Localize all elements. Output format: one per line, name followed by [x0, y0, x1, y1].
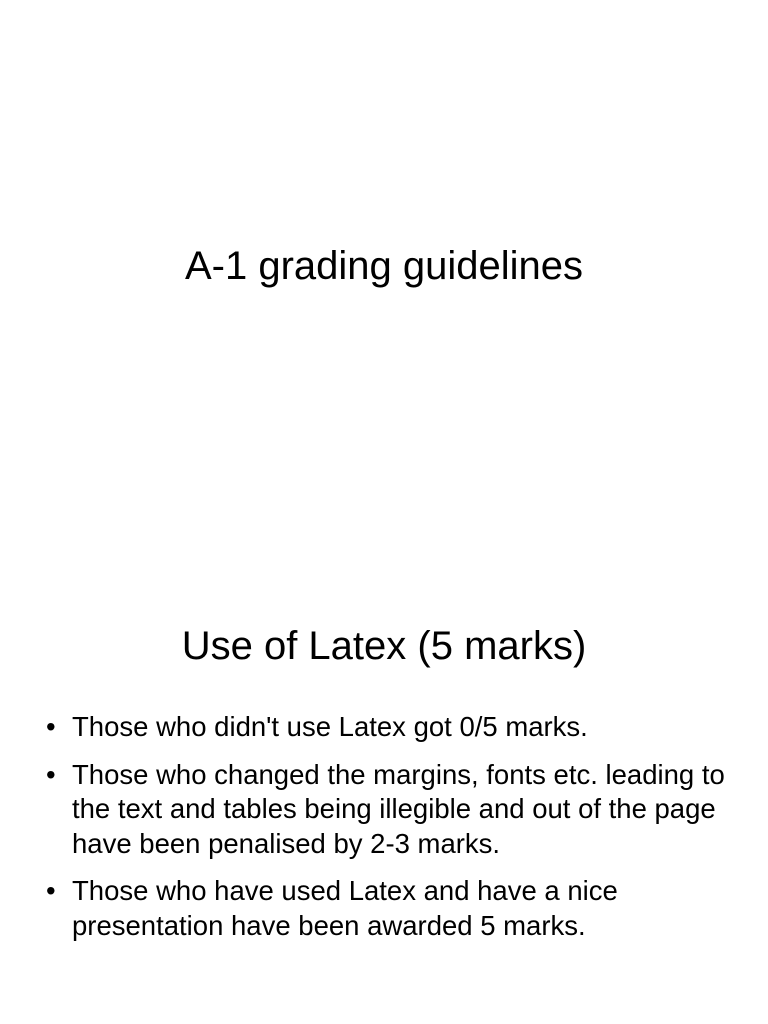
bullet-text: Those who changed the margins, fonts etc. leading to the text and tables being illegible and out of the page have been penalised by 2-3 marks.: [72, 758, 725, 859]
slide-title: A-1 grading guidelines: [184, 244, 584, 288]
bullet-item: [46, 710, 726, 745]
bullet-item: [46, 758, 726, 862]
bullet-list: [46, 710, 726, 956]
section-title: Use of Latex (5 marks): [181, 624, 587, 668]
bullet-text: Those who have used Latex and have a nice presentation have been awarded 5 marks.: [72, 875, 618, 941]
bullet-item: [46, 874, 726, 943]
bullet-dot-icon: •: [46, 758, 56, 790]
bullet-dot-icon: •: [46, 875, 56, 906]
bullet-text: Those who didn't use Latex got 0/5 marks.: [72, 711, 588, 742]
bullet-dot-icon: •: [46, 711, 56, 742]
